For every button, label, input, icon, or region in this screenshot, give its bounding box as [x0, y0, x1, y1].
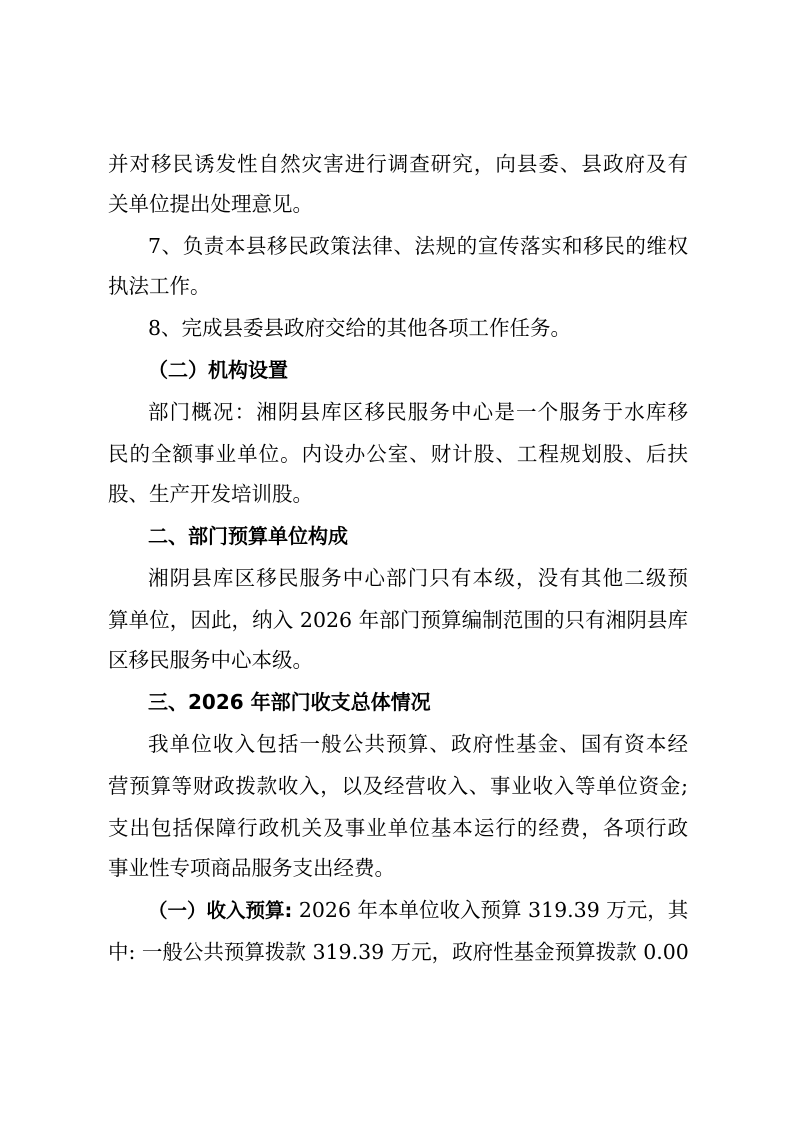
section-heading: （二）机构设置: [148, 358, 288, 382]
inline-bold-heading: （一）收入预算:: [148, 899, 293, 922]
paragraph-line: 我单位收入包括一般公共预算、政府性基金、国有资本经: [148, 732, 688, 756]
paragraph-line: 并对移民诱发性自然灾害进行调查研究，向县委、县政府及有: [108, 152, 688, 176]
paragraph-line: 部门概况：湘阴县库区移民服务中心是一个服务于水库移: [148, 400, 688, 424]
paragraph-line: 股、生产开发培训股。: [108, 482, 313, 506]
paragraph-line: 执法工作。: [108, 274, 211, 298]
paragraph-line: 事业性专项商品服务支出经费。: [108, 856, 395, 880]
paragraph-line: 区移民服务中心本级。: [108, 648, 313, 672]
paragraph-line: [148, 896, 688, 925]
paragraph-line: 营预算等财政拨款收入，以及经营收入、事业收入等单位资金;: [108, 774, 688, 798]
paragraph-line: 民的全额事业单位。内设办公室、财计股、工程规划股、后扶: [108, 442, 688, 466]
paragraph-line: 关单位提出处理意见。: [108, 192, 313, 216]
paragraph-line: 支出包括保障行政机关及事业单位基本运行的经费，各项行政: [108, 816, 688, 840]
paragraph-line: 8、完成县委县政府交给的其他各项工作任务。: [148, 316, 572, 340]
inline-text: 2026 年本单位收入预算 319.39 万元，其: [292, 898, 689, 922]
paragraph-line: 7、负责本县移民政策法律、法规的宣传落实和移民的维权: [148, 234, 688, 258]
paragraph-line: 算单位，因此，纳入 2026 年部门预算编制范围的只有湘阴县库: [108, 608, 688, 632]
paragraph-line: 湘阴县库区移民服务中心部门只有本级，没有其他二级预: [148, 566, 688, 590]
paragraph-line: 中: 一般公共预算拨款 319.39 万元，政府性基金预算拨款 0.00: [108, 940, 689, 964]
section-heading: 三、2026 年部门收支总体情况: [148, 690, 431, 714]
section-heading: 二、部门预算单位构成: [148, 524, 348, 548]
